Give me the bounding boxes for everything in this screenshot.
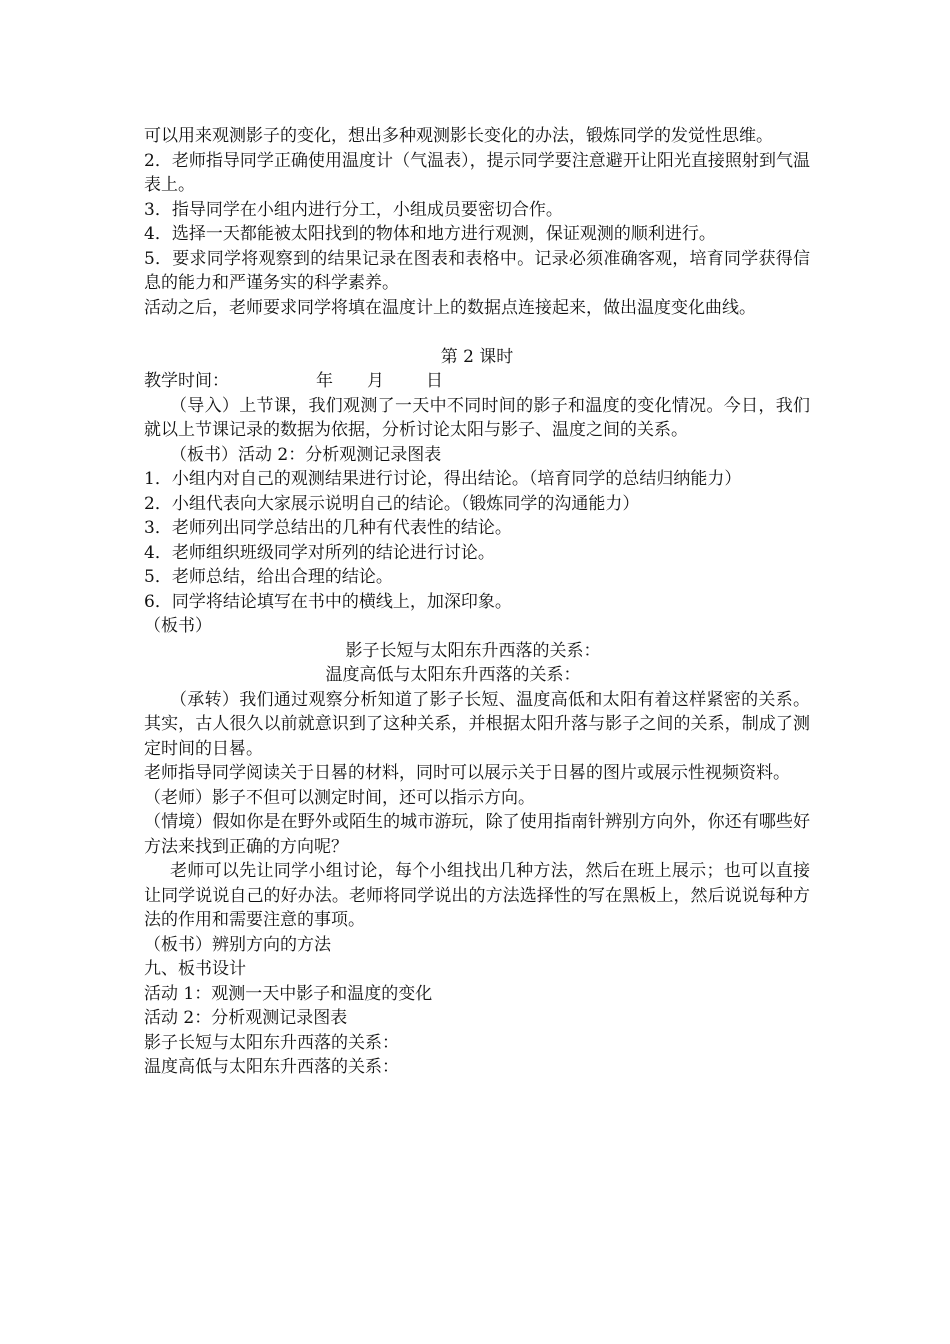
paragraph-select-place: 4．选择一天都能被太阳找到的物体和地方进行观测，保证观测的顺利进行。 bbox=[144, 224, 716, 244]
paragraph-group-division: 3．指导同学在小组内进行分工，小组成员要密切合作。 bbox=[144, 199, 563, 220]
step-5: 5．老师总结，给出合理的结论。 bbox=[144, 567, 393, 587]
teaching-time-label: 教学时间： bbox=[144, 371, 229, 391]
step-6: 6．同学将结论填写在书中的横线上，加深印象。 bbox=[144, 591, 512, 612]
paragraph-thermometer: 2．老师指导同学正确使用温度计（气温表），提示同学要注意避开让阳光直接照射到气温表上。 bbox=[144, 150, 810, 195]
board-shadow-relation: 影子长短与太阳东升西落的关系： bbox=[345, 640, 601, 661]
paragraph-discussion: 老师可以先让同学小组讨论，每个小组找出几种方法，然后在班上展示；也可以直接让同学说说自己的好办法。老师将同学说出的方法选择性的写在黑板上，然后说说每种方法的作用和需要注意的事项。 bbox=[144, 861, 810, 930]
step-4: 4．老师组织班级同学对所列的结论进行讨论。 bbox=[144, 542, 495, 563]
lesson-title: 第 2 课时 bbox=[440, 346, 514, 367]
paragraph-teacher: （老师）影子不但可以测定时间，还可以指示方向。 bbox=[144, 787, 535, 808]
year-label: 年 bbox=[316, 371, 333, 391]
direction-board: （板书）辨别方向的方法 bbox=[144, 934, 331, 955]
activity2-heading: （板书）活动 2：分析观测记录图表 bbox=[170, 444, 442, 465]
design-line-1: 活动 1：观测一天中影子和温度的变化 bbox=[144, 983, 433, 1004]
paragraph-scenario: （情境）假如你是在野外或陌生的城市游玩，除了使用指南针辨别方向外，你还有哪些好方法来找到正确的方向呢？ bbox=[144, 812, 810, 857]
board-label: （板书） bbox=[144, 616, 212, 636]
document-page bbox=[144, 124, 810, 1080]
paragraph-transition: （承转）我们通过观察分析知道了影子长短、温度高低和太阳有着这样紧密的关系。其实，古人很久以前就意识到了这种关系，并根据太阳升落与影子之间的关系，制成了测定时间的日晷。 bbox=[144, 689, 810, 759]
design-heading: 九、板书设计 bbox=[144, 959, 246, 979]
design-line-2: 活动 2：分析观测记录图表 bbox=[144, 1008, 348, 1028]
step-1: 1．小组内对自己的观测结果进行讨论，得出结论。（培育同学的总结归纳能力） bbox=[144, 469, 742, 489]
paragraph-sundial: 老师指导同学阅读关于日晷的材料，同时可以展示关于日晷的图片或展示性视频资料。 bbox=[144, 763, 790, 783]
paragraph-observe-methods: 可以用来观测影子的变化，想出多种观测影长变化的办法，锻炼同学的发觉性思维。 bbox=[144, 126, 773, 146]
design-line-4: 温度高低与太阳东升西落的关系： bbox=[144, 1057, 399, 1077]
step-3: 3．老师列出同学总结出的几种有代表性的结论。 bbox=[144, 518, 512, 538]
teaching-time-date bbox=[316, 369, 443, 394]
step-2: 2．小组代表向大家展示说明自己的结论。（锻炼同学的沟通能力） bbox=[144, 493, 640, 514]
design-line-3: 影子长短与太阳东升西落的关系： bbox=[144, 1032, 399, 1053]
paragraph-intro: （导入）上节课，我们观测了一天中不同时间的影子和温度的变化情况。今日，我们就以上节课记录的数据为依据，分析讨论太阳与影子、温度之间的关系。 bbox=[144, 395, 810, 440]
month-label: 月 bbox=[367, 371, 384, 391]
paragraph-record-results: 5．要求同学将观察到的结果记录在图表和表格中。记录必须准确客观，培育同学获得信息的能力和严谨务实的科学素养。 bbox=[144, 248, 810, 293]
board-temperature-relation: 温度高低与太阳东升西落的关系： bbox=[325, 665, 581, 685]
day-label: 日 bbox=[426, 371, 443, 391]
paragraph-after-activity: 活动之后，老师要求同学将填在温度计上的数据点连接起来，做出温度变化曲线。 bbox=[144, 297, 756, 318]
blank-line bbox=[144, 320, 810, 345]
teaching-time-line bbox=[144, 369, 810, 394]
